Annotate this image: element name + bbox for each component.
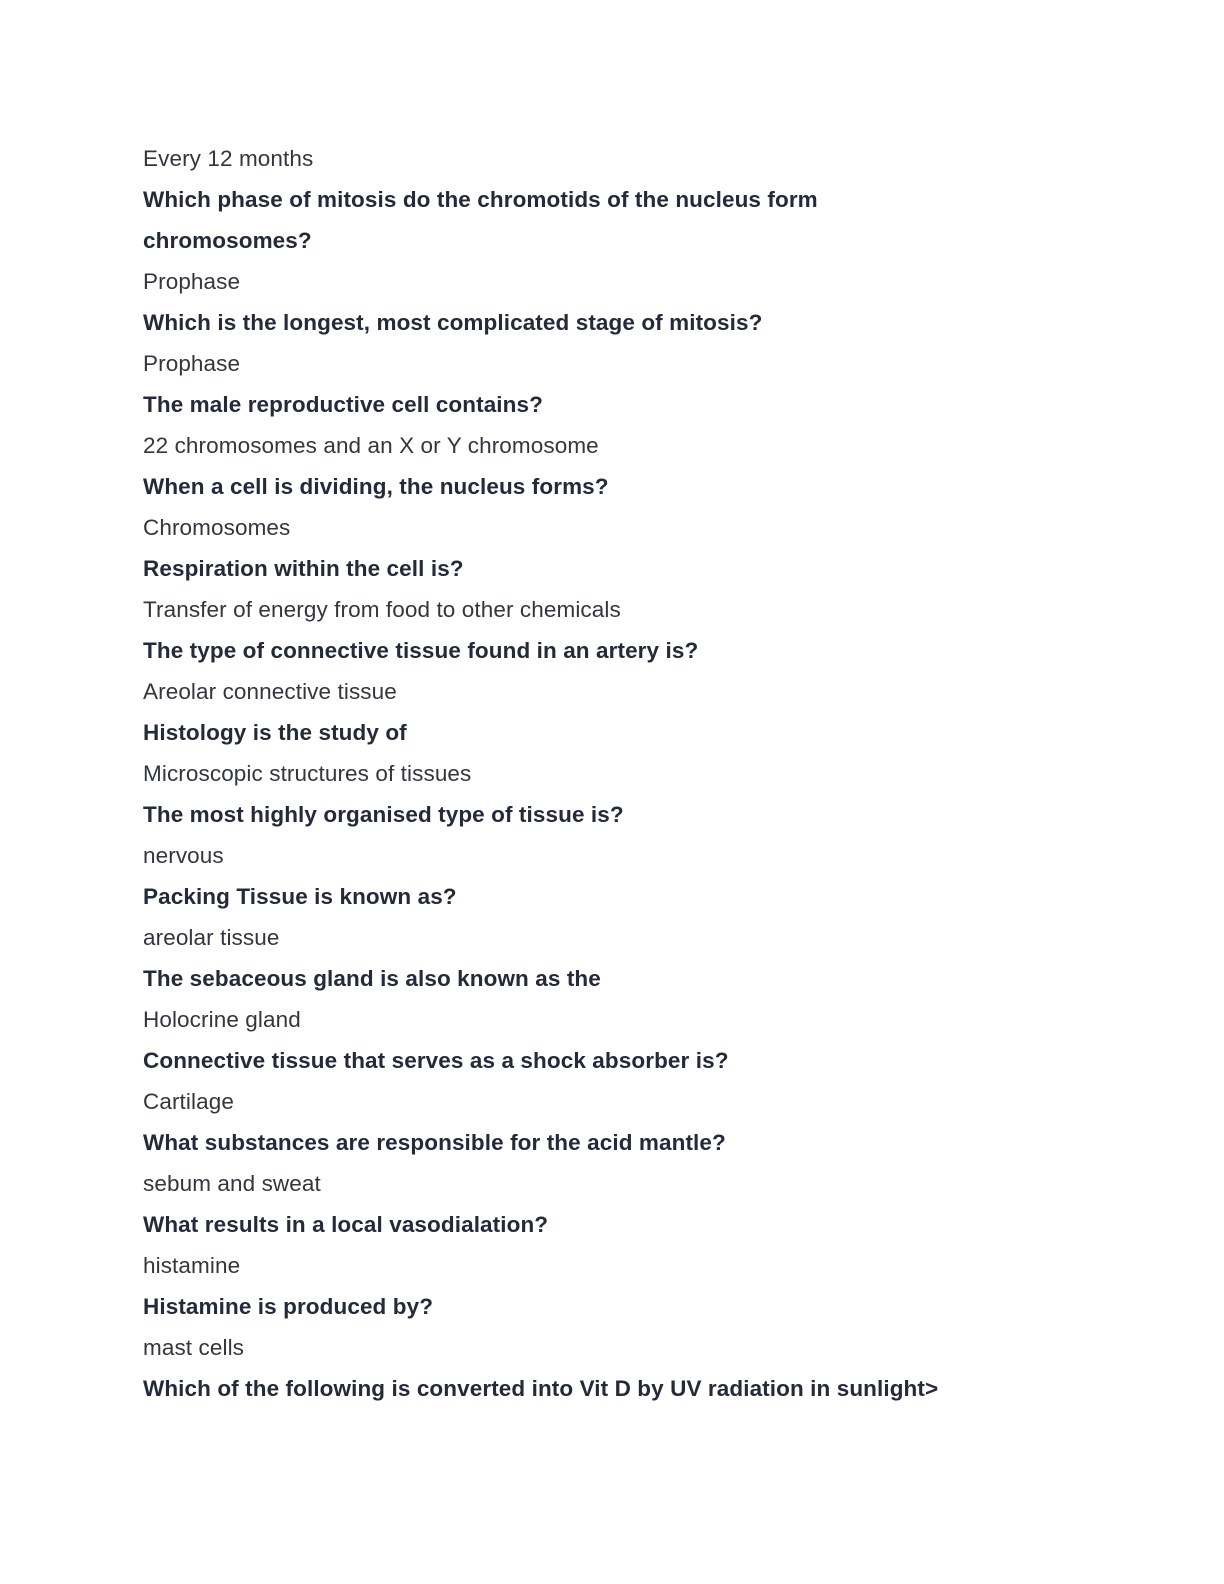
question-text: Which phase of mitosis do the chromotids of the nucleus form (143, 187, 818, 212)
question-text: Respiration within the cell is? (143, 556, 464, 581)
answer-text: Areolar connective tissue (143, 679, 397, 704)
question-text: The male reproductive cell contains? (143, 392, 543, 417)
question-text: Which of the following is converted into Vit D by UV radiation in sunlight> (143, 1376, 939, 1401)
answer-text: areolar tissue (143, 925, 280, 950)
question-text: chromosomes? (143, 228, 312, 253)
question-text: Which is the longest, most complicated stage of mitosis? (143, 310, 763, 335)
question-text: When a cell is dividing, the nucleus forms? (143, 474, 609, 499)
question-text: What substances are responsible for the acid mantle? (143, 1130, 726, 1155)
answer-text: Cartilage (143, 1089, 234, 1114)
question-text: Packing Tissue is known as? (143, 884, 457, 909)
answer-text: Prophase (143, 351, 241, 376)
answer-text: histamine (143, 1253, 241, 1278)
answer-text: Microscopic structures of tissues (143, 761, 472, 786)
answer-text: mast cells (143, 1335, 245, 1360)
answer-text: Transfer of energy from food to other chemicals (143, 597, 621, 622)
answer-text: Holocrine gland (143, 1007, 301, 1032)
answer-text: Chromosomes (143, 515, 291, 540)
answer-text: nervous (143, 843, 224, 868)
question-text: Histology is the study of (143, 720, 407, 745)
answer-text: sebum and sweat (143, 1171, 321, 1196)
question-text: The type of connective tissue found in an artery is? (143, 638, 699, 663)
answer-text: 22 chromosomes and an X or Y chromosome (143, 433, 599, 458)
question-text: Histamine is produced by? (143, 1294, 434, 1319)
answer-text: Every 12 months (143, 146, 314, 171)
answer-text: Prophase (143, 269, 241, 294)
document-page (143, 138, 1103, 1409)
question-text: Connective tissue that serves as a shock absorber is? (143, 1048, 729, 1073)
question-text: The most highly organised type of tissue is? (143, 802, 624, 827)
question-text: What results in a local vasodialation? (143, 1212, 549, 1237)
question-text: The sebaceous gland is also known as the (143, 966, 601, 991)
